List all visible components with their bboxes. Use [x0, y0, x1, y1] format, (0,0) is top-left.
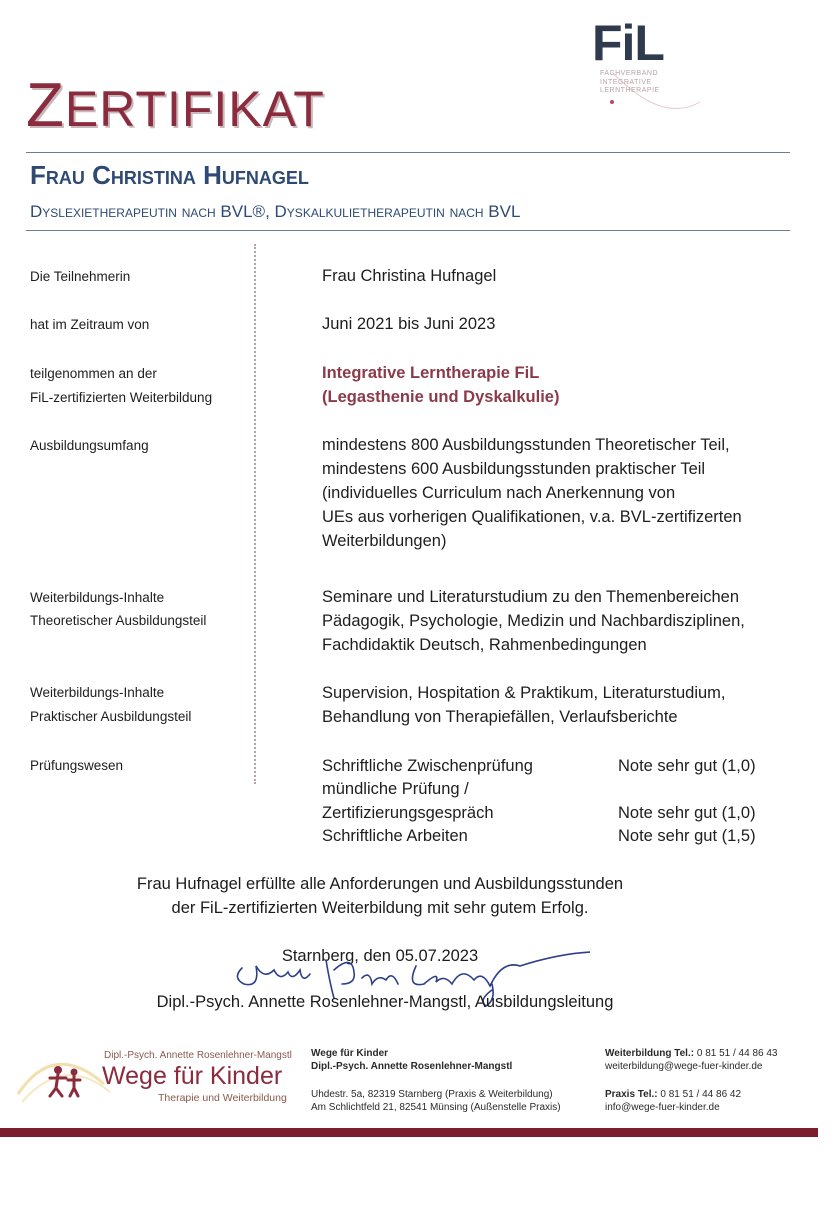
label-theory-line2: Theoretischer Ausbildungsteil: [30, 613, 207, 628]
fil-logo-word: FiL: [592, 15, 664, 71]
footer-weiterbildung-contact: Weiterbildung Tel.: 0 81 51 / 44 86 43 weiterbildung@wege-fuer-kinder.de: [605, 1048, 778, 1072]
value-scope-line2: mindestens 600 Ausbildungsstunden praktischer Teil: [322, 460, 706, 478]
grade-3: Note sehr gut (1,5): [618, 827, 756, 845]
certificate-title: ZERTIFIKAT: [26, 71, 325, 140]
exam-item-3: Schriftliche Arbeiten: [322, 827, 468, 845]
recipient-name-heading: Frau Christina Hufnagel: [30, 160, 309, 190]
footer-logo-bottom: Therapie und Weiterbildung: [158, 1092, 287, 1104]
value-scope-line4: UEs aus vorherigen Qualifikationen, v.a. BVL-zertifizerten: [322, 508, 742, 526]
weiterbildung-email-link[interactable]: weiterbildung@wege-fuer-kinder.de: [605, 1061, 763, 1072]
label-theory-line1: Weiterbildungs-Inhalte: [30, 590, 165, 605]
signatory: Dipl.-Psych. Annette Rosenlehner-Mangstl, Ausbildungsleitung: [156, 993, 614, 1011]
label-exams: Prüfungswesen: [30, 758, 124, 773]
fil-logo-subtext: FACHVERBAND INTEGRATIVE LERNTHERAPIE: [600, 70, 660, 94]
exam-item-2a: mündliche Prüfung /: [322, 780, 469, 798]
value-theory-line3: Fachdidaktik Deutsch, Rahmenbedingungen: [322, 636, 647, 654]
exam-item-2b: Zertifizierungsgespräch: [322, 804, 494, 822]
closing-line2: der FiL-zertifizierten Weiterbildung mit sehr gutem Erfolg.: [171, 899, 589, 917]
grade-1: Note sehr gut (1,0): [618, 757, 756, 775]
value-training-line2: (Legasthenie und Dyskalkulie): [322, 388, 560, 406]
value-practice-line2: Behandlung von Therapiefällen, Verlaufsberichte: [322, 708, 678, 726]
header-rule-top: [26, 152, 790, 153]
value-theory-line1: Seminare und Literaturstudium zu den Themenbereichen: [322, 588, 740, 606]
value-training-line1: Integrative Lerntherapie FiL: [322, 364, 540, 382]
footer-org-block: Wege für Kinder Dipl.-Psych. Annette Rosenlehner-Mangstl: [311, 1048, 513, 1072]
value-theory-line2: Pädagogik, Psychologie, Medizin und Nachbardisziplinen,: [322, 612, 745, 630]
praxis-email-link[interactable]: info@wege-fuer-kinder.de: [605, 1102, 720, 1113]
footer-address-block: Uhdestr. 5a, 82319 Starnberg (Praxis & Weiterbildung) Am Schlichtfeld 21, 82541 Münsing (Außenstelle Praxis): [311, 1089, 561, 1113]
place-date: Starnberg, den 05.07.2023: [281, 947, 479, 965]
exam-item-1: Schriftliche Zwischenprüfung: [322, 757, 533, 775]
value-scope-line1: mindestens 800 Ausbildungsstunden Theoretischer Teil,: [322, 436, 730, 454]
grade-2: Note sehr gut (1,0): [618, 804, 756, 822]
value-period: Juni 2021 bis Juni 2023: [322, 315, 496, 333]
label-practice-line1: Weiterbildungs-Inhalte: [30, 685, 165, 700]
label-period: hat im Zeitraum von: [30, 317, 150, 332]
value-scope-line5: Weiterbildungen): [322, 532, 447, 550]
closing-line1: Frau Hufnagel erfüllte alle Anforderungen und Ausbildungsstunden: [136, 875, 624, 893]
header-rule-bottom: [26, 230, 790, 231]
value-scope-line3: (individuelles Curriculum nach Anerkennung von: [322, 484, 676, 502]
column-separator: [254, 244, 256, 784]
footer-logo-top: Dipl.-Psych. Annette Rosenlehner-Mangstl: [104, 1050, 292, 1061]
label-practice-line2: Praktischer Ausbildungsteil: [30, 709, 192, 724]
footer-bar: [0, 1128, 818, 1137]
qualification-subtitle: Dyslexietherapeutin nach BVL®, Dyskalkulietherapeutin nach BVL: [30, 202, 521, 221]
label-participant: Die Teilnehmerin: [30, 269, 131, 284]
label-training-line1: teilgenommen an der: [30, 366, 157, 381]
value-participant: Frau Christina Hufnagel: [322, 267, 497, 285]
label-training-line2: FiL-zertifizierten Weiterbildung: [30, 390, 213, 405]
label-scope: Ausbildungsumfang: [30, 438, 149, 453]
value-practice-line1: Supervision, Hospitation & Praktikum, Literaturstudium,: [322, 684, 726, 702]
footer-praxis-contact: Praxis Tel.: 0 81 51 / 44 86 42 info@wege-fuer-kinder.de: [605, 1089, 742, 1113]
footer-logo-main: Wege für Kinder: [102, 1062, 283, 1090]
